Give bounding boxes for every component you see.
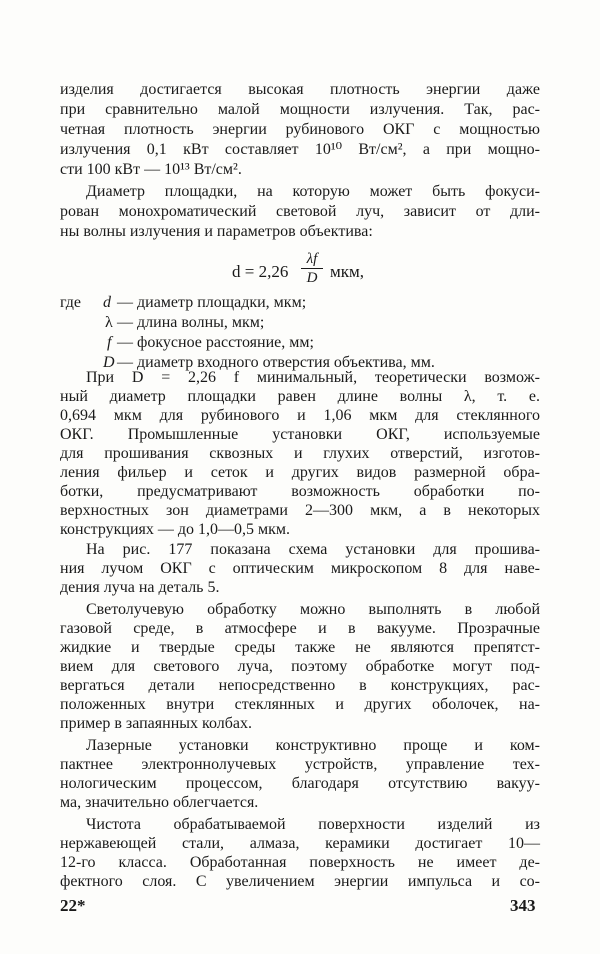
text-line: Чистота обрабатываемой поверхности изделий из <box>86 816 540 833</box>
page-number: 343 <box>510 896 536 915</box>
printer-signature: 22* <box>60 896 86 915</box>
text-line: вергаться детали непосредственно в конструкциях, рас- <box>60 677 540 694</box>
where-label: где <box>60 294 82 311</box>
text-line: ны волны излучения и параметров объектива: <box>60 223 373 240</box>
text-line: ОКГ. Промышленные установки ОКГ, используемые <box>60 426 540 443</box>
text-line: ления фильер и сеток и других видов размерной обра- <box>60 464 540 481</box>
text-line: верхностных зон диаметрами 2—300 мкм, а в некоторых <box>60 502 540 519</box>
where-symbol: λ <box>105 314 113 331</box>
text-line: Светолучевую обработку можно выполнять в любой <box>86 601 540 618</box>
where-definition: — фокусное расстояние, мм; <box>117 334 314 351</box>
text-line: конструкциях — до 1,0—0,5 мкм. <box>60 521 291 538</box>
where-symbol: f <box>107 334 112 351</box>
text-line: излучения 0,1 кВт составляет 10¹⁰ Вт/см², а при мощно- <box>60 141 540 158</box>
text-line: вием для светового луча, поэтому обработке могут под- <box>60 658 540 675</box>
where-symbol: d <box>103 294 111 311</box>
text-line: рован монохроматический световой луч, зависит от дли- <box>60 203 540 220</box>
text-line: пример в запаянных колбах. <box>60 715 252 732</box>
text-line: ния лучом ОКГ с оптическим микроскопом 8 для наве- <box>60 560 540 577</box>
text-line: нержавеющей стали, алмаза, керамики достигает 10— <box>60 835 540 852</box>
formula-numerator: λf <box>306 251 318 267</box>
where-definition: — длина волны, мкм; <box>117 314 265 331</box>
text-line: нологическим процессом, благодаря отсутствию вакуу- <box>60 775 540 792</box>
text-line: 12-го класса. Обработанная поверхность не имеет де- <box>60 854 540 871</box>
text-line: 0,694 мкм для рубинового и 1,06 мкм для стеклянного <box>60 407 540 424</box>
text-line: дения луча на деталь 5. <box>60 579 220 596</box>
text-line: сти 100 кВт — 10¹³ Вт/см². <box>60 161 242 178</box>
where-symbol: D <box>103 354 115 371</box>
text-line: жидкие и твердые среды также не являются препятст- <box>60 639 540 656</box>
text-line: Диаметр площадки, на которую может быть фокуси- <box>86 183 540 200</box>
text-line: При D = 2,26 f минимальный, теоретически возмож- <box>86 369 540 386</box>
text-line: пактнее электроннолучевых устройств, управление тех- <box>60 756 540 773</box>
text-line: ма, значительно облегчается. <box>60 794 259 811</box>
text-line: ботки, предусматривают возможность обработки по- <box>60 483 540 500</box>
where-definition: — диаметр входного отверстия объектива, мм. <box>117 354 435 371</box>
text-line: газовой среде, в атмосфере и в вакууме. Прозрачные <box>60 620 540 637</box>
text-line: На рис. 177 показана схема установки для прошива- <box>86 541 540 558</box>
formula-denominator: D <box>306 270 318 286</box>
text-line: изделия достигается высокая плотность энергии даже <box>60 81 540 98</box>
formula-lhs: d = 2,26 <box>232 262 289 281</box>
text-line: Лазерные установки конструктивно проще и ком- <box>86 737 540 754</box>
text-line: четная плотность энергии рубинового ОКГ с мощностью <box>60 121 540 138</box>
formula-unit: мкм, <box>330 262 365 281</box>
text-line: для прошивания сквозных и глухих отверстий, изготов- <box>60 445 540 462</box>
text-line: фектного слоя. С увеличением энергии импульса и со- <box>60 873 540 890</box>
text-line: при сравнительно малой мощности излучения. Так, рас- <box>60 101 540 118</box>
where-definition: — диаметр площадки, мкм; <box>117 294 307 311</box>
text-line: положенных внутри стеклянных и других оболочек, на- <box>60 696 540 713</box>
text-line: ный диаметр площадки равен длине волны λ, т. е. <box>60 388 540 405</box>
